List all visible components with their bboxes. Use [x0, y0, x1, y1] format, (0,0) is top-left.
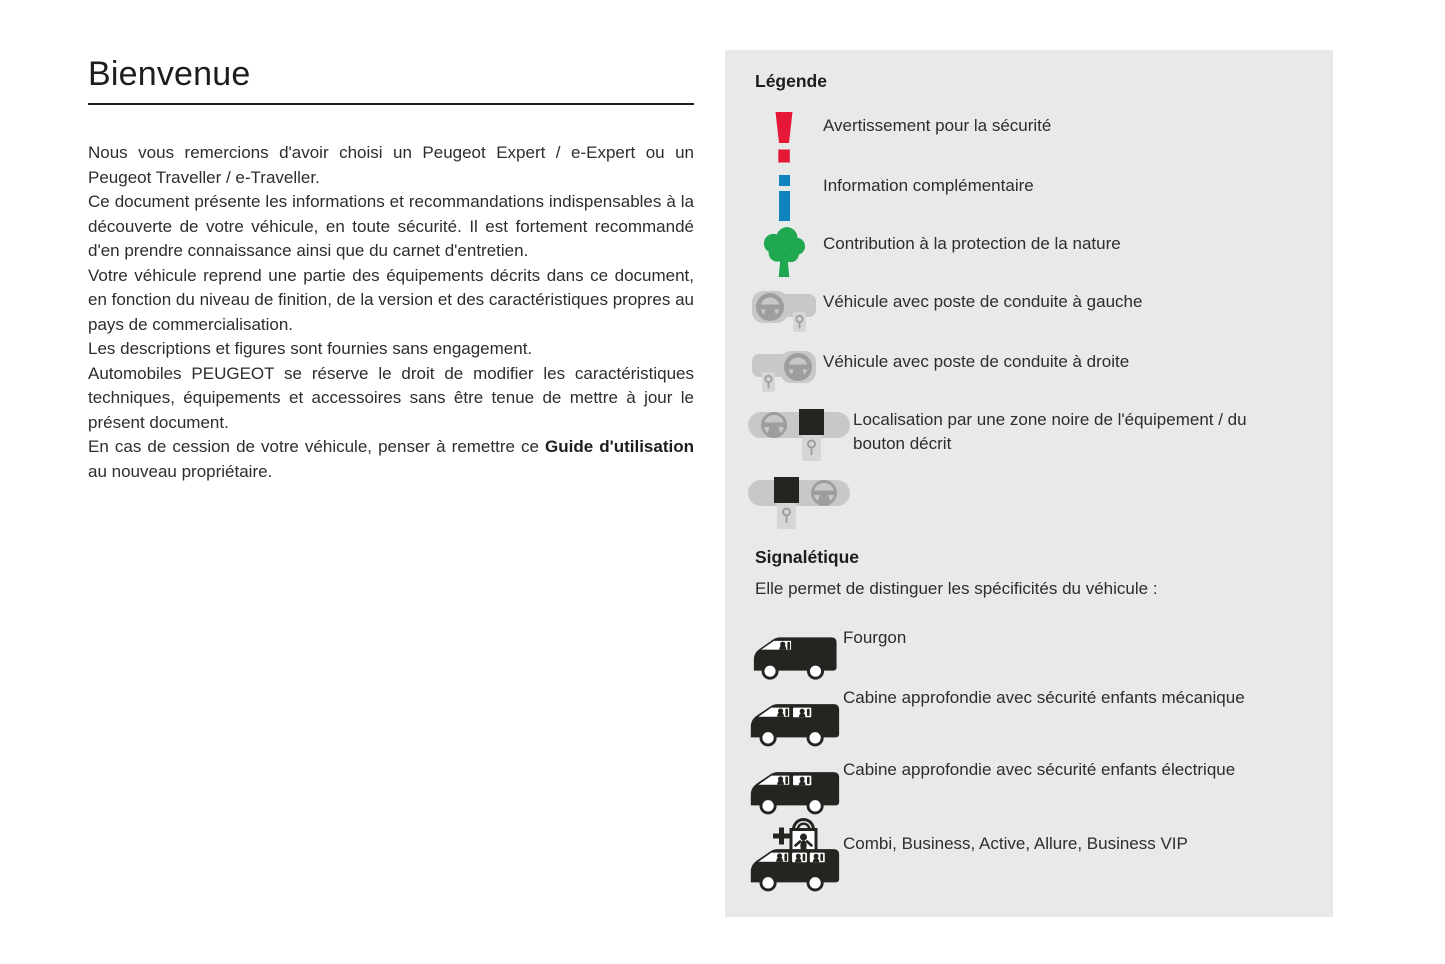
warning-exclamation-icon [745, 112, 823, 163]
legend-item-info [745, 172, 1319, 221]
dashboard-black-zone-right-icon [747, 474, 851, 532]
van-crew-cab-icon [746, 764, 842, 816]
info-icon [745, 172, 823, 221]
signage-heading: Signalétique [755, 547, 860, 567]
steering-wheel-right-icon [745, 348, 823, 396]
van-combi-icon [745, 841, 843, 893]
legend-heading: Légende [755, 71, 827, 91]
welcome-body [88, 141, 694, 484]
paragraph: Votre véhicule reprend une partie des équipements décrits dans ce document, en fonction du niveau de finition, de la version et des caractéristiques propres au pays de commercialisation. [88, 265, 694, 334]
legend-item-localisation [745, 406, 1319, 532]
closing-prefix: En cas de cession de votre véhicule, penser à remettre ce [88, 437, 546, 457]
signage-item-label: Fourgon [843, 628, 907, 647]
legend-item-nature [745, 226, 1319, 282]
signage-item-combi [745, 830, 1319, 893]
black-zone-localisation-icons [745, 406, 853, 532]
legend-item-label: Localisation par une zone noire de l'équipement / du bouton décrit [853, 410, 1247, 453]
signage-intro: Elle permet de distinguer les spécificités du véhicule : [755, 579, 1158, 598]
legend-item-rhd [745, 348, 1319, 396]
closing-suffix: au nouveau propriétaire. [88, 461, 273, 481]
signage-item-label: Combi, Business, Active, Allure, Business VIP [843, 834, 1188, 853]
welcome-section [88, 55, 694, 484]
paragraph: Ce document présente les informations et recommandations indispensables à la découverte de votre véhicule, en toute sécurité. Il est fortement recommandé d'en prendre connaissance ainsi que du carnet d'entretien. [88, 192, 694, 261]
steering-wheel-left-icon [745, 288, 823, 336]
paragraph: Nous vous remercions d'avoir choisi un Peugeot Expert / e-Expert ou un Peugeot Traveller / e-Traveller. [88, 143, 694, 187]
legend-item-label: Avertissement pour la sécurité [823, 116, 1052, 135]
paragraph: Automobiles PEUGEOT se réserve le droit de modifier les caractéristiques techniques, équipements et accessoires sans être tenue de mettre à jour le présent document. [88, 363, 694, 432]
signage-item-crew-cab-mechanical [745, 684, 1319, 748]
tree-icon [745, 226, 823, 282]
page-title: Bienvenue [88, 55, 251, 93]
closing-bold-phrase: Guide d'utilisation [545, 437, 694, 457]
van-crew-cab-icon [745, 696, 843, 748]
legend-item-lhd [745, 288, 1319, 336]
signage-item-fourgon [745, 624, 1319, 680]
van-fourgon-icon [745, 630, 843, 680]
signage-item-label: Cabine approfondie avec sécurité enfants mécanique [843, 688, 1245, 707]
signage-item-label: Cabine approfondie avec sécurité enfants électrique [843, 760, 1236, 779]
dashboard-black-zone-left-icon [747, 406, 851, 464]
legend-item-label: Information complémentaire [823, 176, 1034, 195]
legend-item-label: Véhicule avec poste de conduite à droite [823, 352, 1130, 371]
legend-item-warning [745, 112, 1319, 163]
title-divider [88, 103, 694, 105]
paragraph: Les descriptions et figures sont fournies sans engagement. [88, 339, 533, 359]
legend-item-label: Contribution à la protection de la nature [823, 234, 1121, 253]
paragraph [88, 435, 694, 484]
legend-panel [725, 50, 1333, 917]
legend-item-label: Véhicule avec poste de conduite à gauche [823, 292, 1143, 311]
